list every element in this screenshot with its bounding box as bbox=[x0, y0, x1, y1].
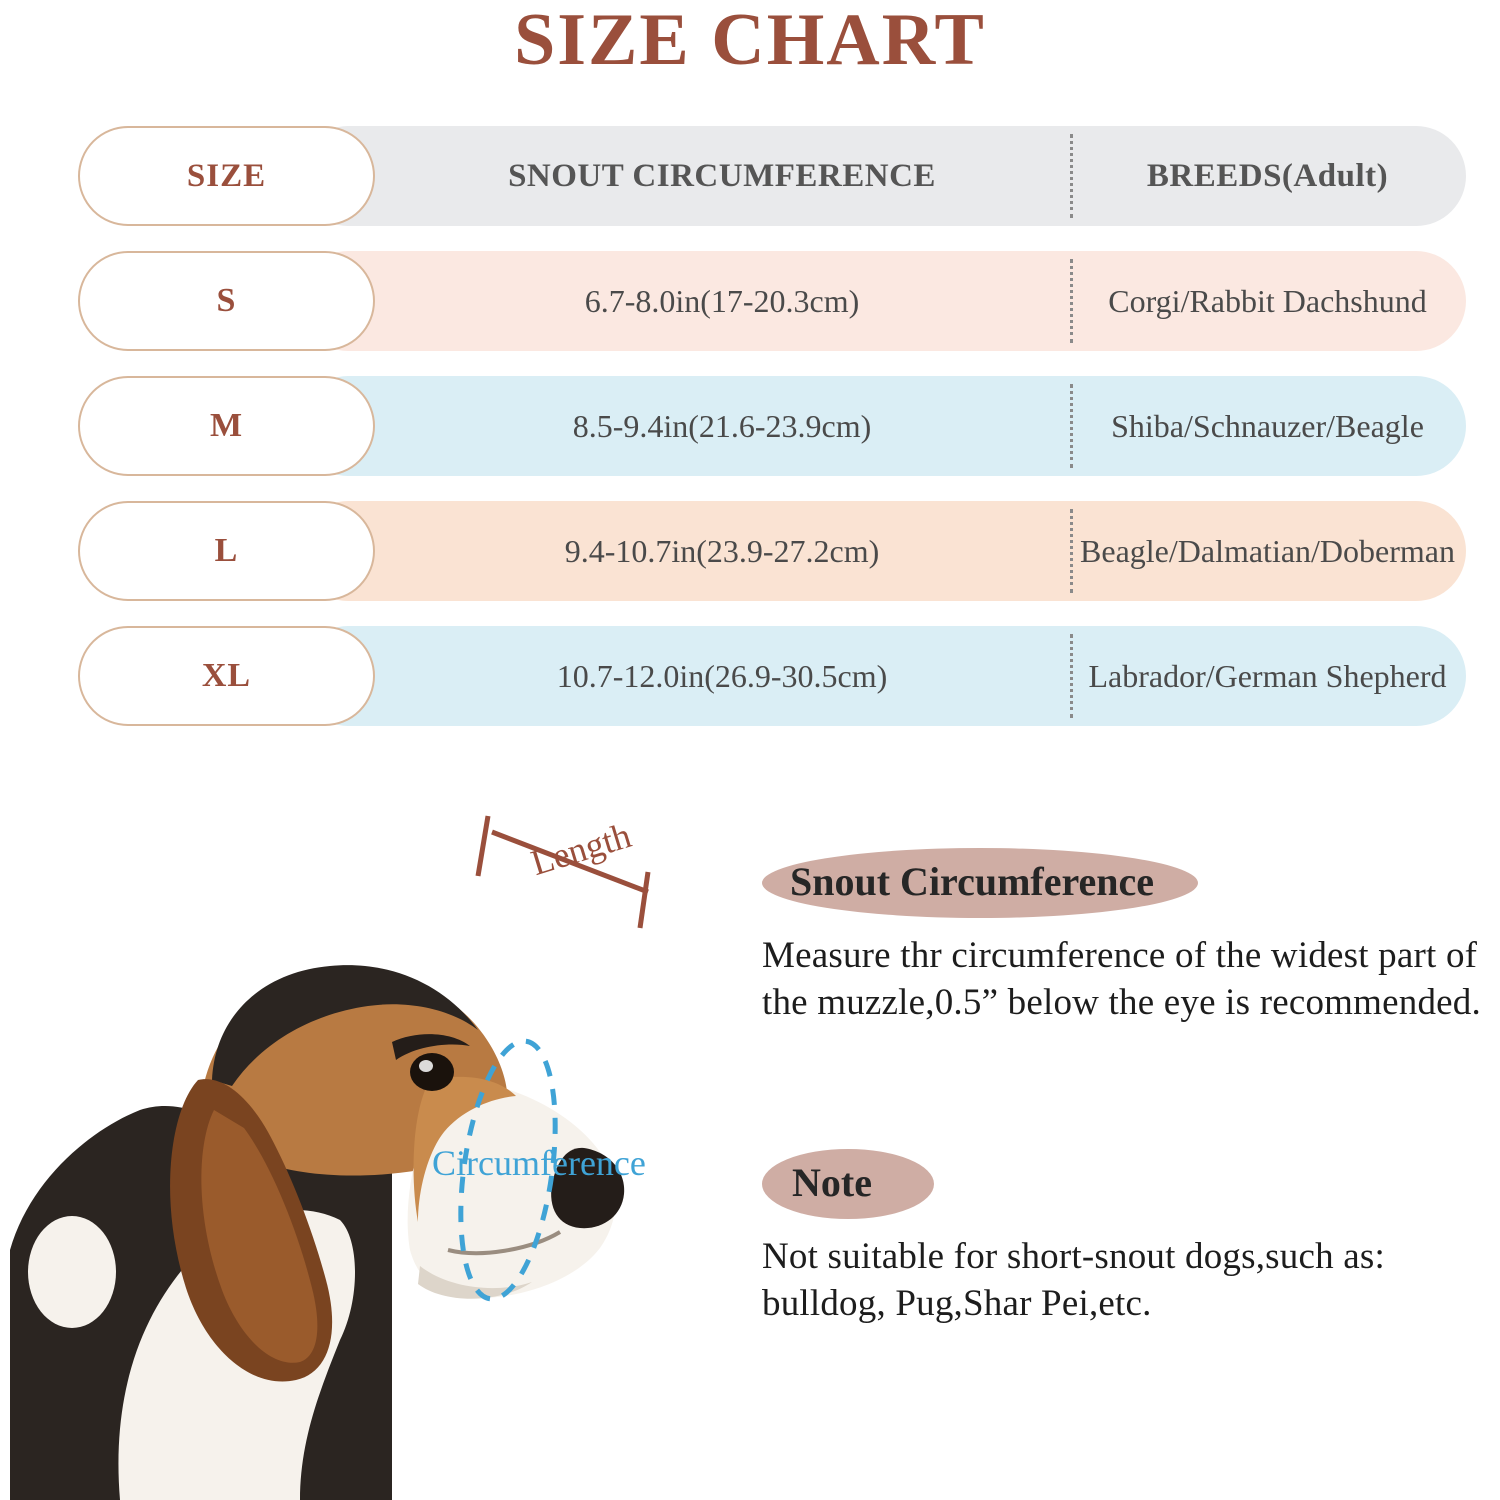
row-size: L bbox=[78, 501, 375, 601]
beagle-photo-icon bbox=[0, 780, 740, 1500]
column-divider bbox=[1070, 634, 1073, 718]
table-row bbox=[78, 251, 1466, 351]
note-block bbox=[762, 1149, 1482, 1328]
snout-circumference-heading: Snout Circumference bbox=[762, 848, 1198, 918]
row-size: XL bbox=[78, 626, 375, 726]
row-breeds: Beagle/Dalmatian/Doberman bbox=[1080, 532, 1455, 569]
table-row bbox=[78, 501, 1466, 601]
row-snout: 8.5-9.4in(21.6-23.9cm) bbox=[572, 407, 872, 444]
measurement-section bbox=[0, 780, 1500, 1500]
info-column bbox=[762, 848, 1482, 1327]
row-breeds: Labrador/German Shepherd bbox=[1088, 657, 1447, 694]
header-size: SIZE bbox=[78, 126, 375, 226]
table-row bbox=[78, 376, 1466, 476]
row-snout: 10.7-12.0in(26.9-30.5cm) bbox=[556, 657, 888, 694]
size-chart-table bbox=[78, 126, 1466, 751]
note-text: Not suitable for short-snout dogs,such as: bulldog, Pug,Shar Pei,etc. bbox=[762, 1235, 1385, 1325]
length-label: Length bbox=[526, 814, 636, 884]
column-divider bbox=[1070, 384, 1073, 468]
column-divider bbox=[1070, 509, 1073, 593]
row-size: M bbox=[78, 376, 375, 476]
table-header-row bbox=[78, 126, 1466, 226]
snout-circumference-text: Measure thr circumference of the widest part of the muzzle,0.5” below the eye is recommended. bbox=[762, 935, 1481, 1024]
column-divider bbox=[1070, 134, 1073, 218]
row-breeds: Shiba/Schnauzer/Beagle bbox=[1111, 407, 1424, 444]
dog-illustration bbox=[0, 780, 740, 1500]
row-snout: 6.7-8.0in(17-20.3cm) bbox=[584, 282, 860, 319]
header-snout: SNOUT CIRCUMFERENCE bbox=[508, 157, 936, 194]
circumference-label: Circumference bbox=[432, 1143, 646, 1183]
row-breeds: Corgi/Rabbit Dachshund bbox=[1108, 282, 1427, 319]
row-size: S bbox=[78, 251, 375, 351]
table-row bbox=[78, 626, 1466, 726]
page-title: SIZE CHART bbox=[514, 0, 986, 81]
row-snout: 9.4-10.7in(23.9-27.2cm) bbox=[564, 532, 880, 569]
note-heading: Note bbox=[762, 1149, 934, 1219]
header-breeds: BREEDS(Adult) bbox=[1146, 157, 1389, 194]
column-divider bbox=[1070, 259, 1073, 343]
